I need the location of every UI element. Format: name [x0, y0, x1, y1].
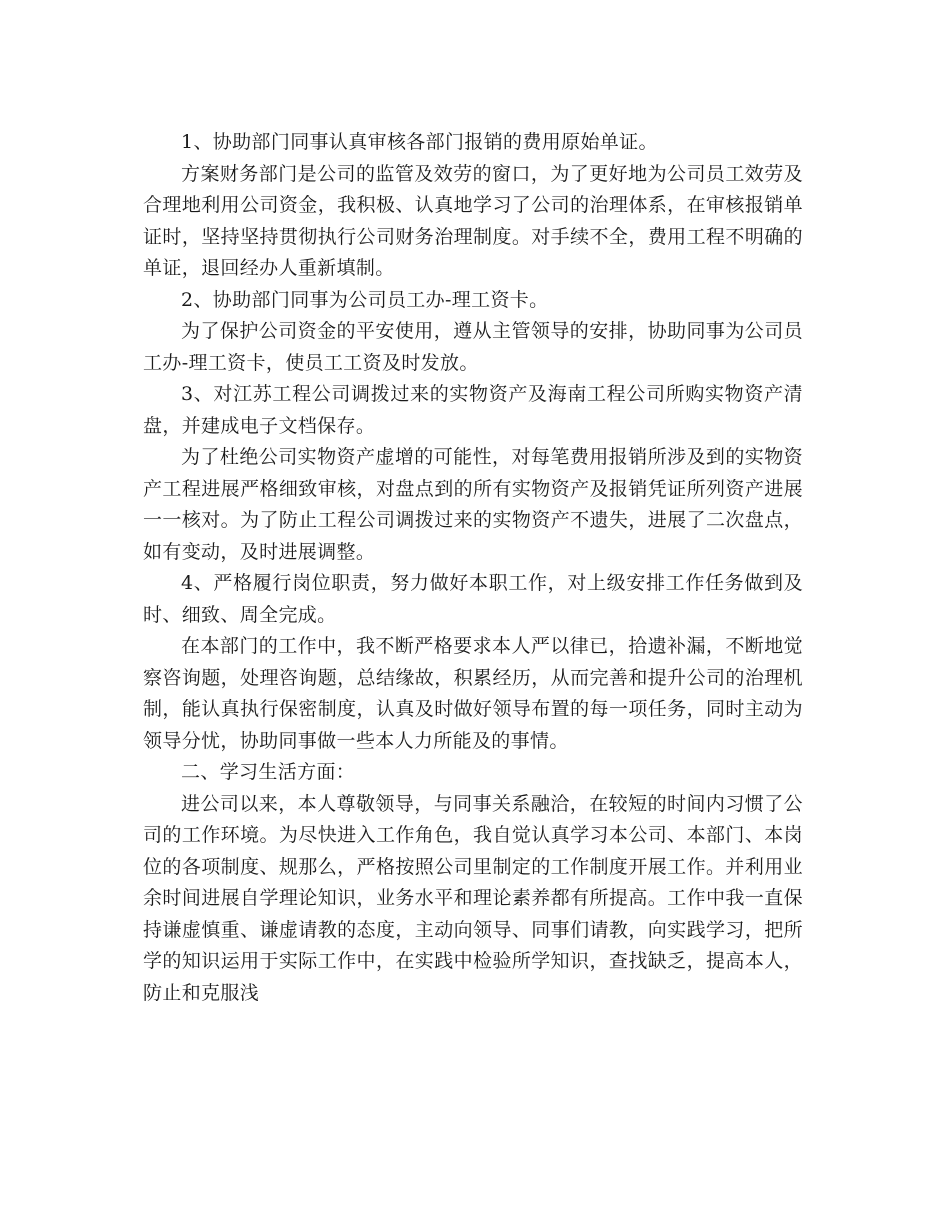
paragraph-7: 4、严格履行岗位职责，努力做好本职工作，对上级安排工作任务做到及时、细致、周全完成。	[143, 572, 803, 626]
paragraph-2: 方案财务部门是公司的监管及效劳的窗口，为了更好地为公司员工效劳及合理地利用公司资金，我积极、认真地学习了公司的治理体系，在审核报销单证时，坚持坚持贯彻执行公司财务治理制度。对手续不全，费用工程不明确的单证，退回经办人重新填制。	[143, 162, 803, 279]
paragraph-1: 1、协助部门同事认真审核各部门报销的费用原始单证。	[181, 131, 658, 153]
paragraph-3: 2、协助部门同事为公司员工办-理工资卡。	[181, 288, 549, 311]
section-heading-study-life: 二、学习生活方面：	[181, 761, 356, 783]
document-body	[143, 127, 803, 1009]
paragraph-8: 在本部门的工作中，我不断严格要求本人严以律已，拾遗补漏，不断地觉察咨询题，处理咨询题，总结缘故，积累经历，从而完善和提升公司的治理机制，能认真执行保密制度，认真及时做好领导布置的每一项任务，同时主动为领导分忧，协助同事做一些本人力所能及的事情。	[143, 635, 803, 752]
paragraph-5: 3、对江苏工程公司调拨过来的实物资产及海南工程公司所购实物资产清盘，并建成电子文档保存。	[143, 383, 803, 437]
paragraph-10: 进公司以来，本人尊敬领导，与同事关系融洽，在较短的时间内习惯了公司的工作环境。为尽快进入工作角色，我自觉认真学习本公司、本部门、本岗位的各项制度、规那么，严格按照公司里制定的工作制度开展工作。并利用业余时间进展自学理论知识，业务水平和理论素养都有所提高。工作中我一直保持谦虚慎重、谦虚请教的态度，主动向领导、同事们请教，向实践学习，把所学的知识运用于实际工作中，在实践中检验所学知识，查找缺乏，提高本人，防止和克服浅	[143, 792, 803, 1004]
paragraph-6: 为了杜绝公司实物资产虚增的可能性，对每笔费用报销所涉及到的实物资产工程进展严格细致审核，对盘点到的所有实物资产及报销凭证所列资产进展一一核对。为了防止工程公司调拨过来的实物资产不遗失，进展了二次盘点，如有变动，及时进展调整。	[143, 446, 803, 563]
paragraph-4: 为了保护公司资金的平安使用，遵从主管领导的安排，协助同事为公司员工办-理工资卡，使员工工资及时发放。	[143, 320, 803, 374]
